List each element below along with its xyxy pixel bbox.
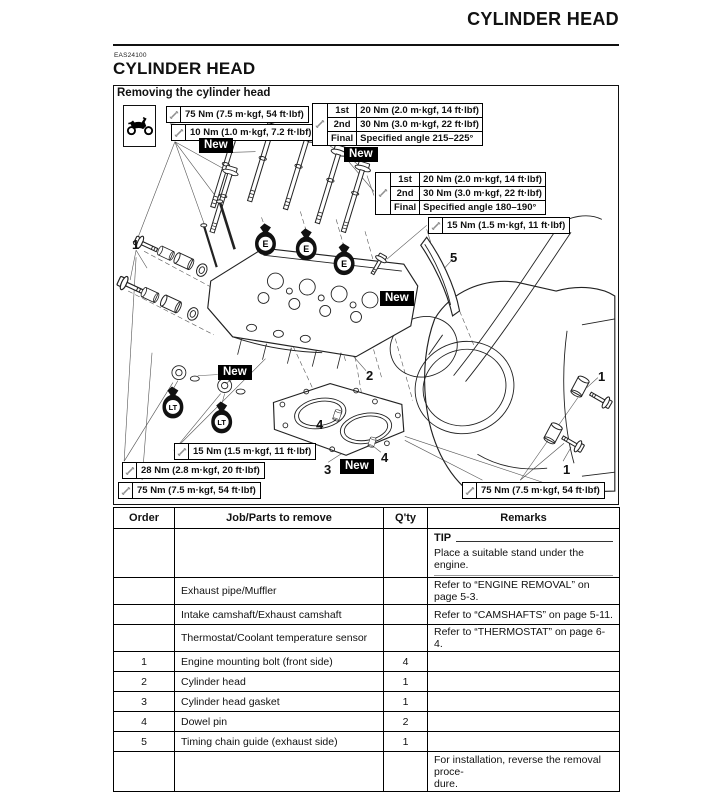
job-cell: Timing chain guide (exhaust side): [175, 732, 384, 752]
col-header-qty: Q'ty: [384, 508, 428, 529]
cylinder-block-art: [382, 216, 614, 495]
new-part-label: New: [380, 291, 414, 306]
tip-label: TIP: [434, 532, 452, 544]
order-cell: [114, 605, 175, 625]
table-row: [114, 578, 620, 605]
part-marker-5: 5: [450, 250, 458, 265]
torque-sequence-table-2: [375, 172, 546, 215]
order-cell: 4: [114, 712, 175, 732]
torque-step: Final: [328, 132, 357, 146]
order-cell: [114, 625, 175, 652]
svg-text:LT: LT: [217, 417, 226, 427]
job-cell: Cylinder head: [175, 672, 384, 692]
parts-table: [113, 507, 620, 792]
torque-value: 20 Nm (2.0 m·kgf, 14 ft·lbf): [420, 173, 546, 187]
header-rule: [113, 44, 619, 46]
qty-cell: [384, 578, 428, 605]
torque-sequence-table-1: [312, 103, 483, 146]
table-row: [114, 605, 620, 625]
torque-wrench-icon: [313, 104, 328, 146]
qty-cell: 1: [384, 672, 428, 692]
table-header-row: [114, 508, 620, 529]
job-cell: Engine mounting bolt (front side): [175, 652, 384, 672]
torque-wrench-icon: [463, 483, 477, 498]
new-part-label: New: [218, 365, 252, 380]
col-header-job: Job/Parts to remove: [175, 508, 384, 529]
qty-cell: 1: [384, 732, 428, 752]
svg-text:E: E: [341, 259, 348, 270]
qty-cell: 1: [384, 692, 428, 712]
torque-callout-right-15: [428, 217, 570, 234]
torque-value: Specified angle 180–190°: [420, 201, 546, 215]
torque-value: 15 Nm (1.5 m·kgf, 11 ft·lbf): [447, 220, 566, 231]
job-cell: Exhaust pipe/Muffler: [175, 578, 384, 605]
footer-remarks-cell: For installation, reverse the removal proce- dure.: [428, 752, 620, 792]
torque-callout-top-10: [171, 124, 316, 141]
part-marker-4: 4: [381, 450, 389, 465]
new-part-label: New: [340, 459, 374, 474]
empty-cell: [384, 752, 428, 792]
remarks-cell: Refer to “ENGINE REMOVAL” on page 5-3.: [428, 578, 620, 605]
torque-value: 75 Nm (7.5 m·kgf, 54 ft·lbf): [481, 485, 600, 496]
torque-callout-left-15: [174, 443, 316, 460]
qty-cell: [384, 625, 428, 652]
torque-callout-right-75: [462, 482, 605, 499]
section-code: EAS24100: [114, 52, 147, 59]
engine-mount-parts-left-art: [116, 234, 209, 322]
torque-callout-left-75: [118, 482, 261, 499]
svg-text:LT: LT: [168, 402, 178, 412]
remarks-cell: Refer to “THERMOSTAT” on page 6-4.: [428, 625, 620, 652]
table-row: [114, 712, 620, 732]
remarks-cell: [428, 712, 620, 732]
torque-wrench-icon: [175, 444, 189, 459]
motorcycle-icon: [126, 115, 154, 137]
remarks-cell: [428, 652, 620, 672]
torque-wrench-icon: [172, 125, 186, 140]
cylinder-head-art: [208, 248, 418, 368]
tip-cell: [428, 529, 620, 578]
part-marker-1: 1: [563, 462, 571, 477]
tip-text: Place a suitable stand under the engine.: [434, 547, 585, 571]
part-marker-4: 4: [316, 417, 324, 432]
torque-wrench-icon: [429, 218, 443, 233]
torque-step: 2nd: [328, 118, 357, 132]
part-marker-2: 2: [366, 368, 374, 383]
job-cell: Thermostat/Coolant temperature sensor: [175, 625, 384, 652]
qty-cell: 2: [384, 712, 428, 732]
table-row: [114, 625, 620, 652]
torque-step: Final: [391, 201, 420, 215]
new-part-label: New: [344, 147, 378, 162]
remarks-cell: [428, 672, 620, 692]
empty-cell: [175, 752, 384, 792]
part-marker-1: 1: [598, 369, 606, 384]
job-cell: Cylinder head gasket: [175, 692, 384, 712]
remarks-cell: [428, 732, 620, 752]
torque-wrench-icon: [123, 463, 137, 478]
new-part-label: New: [199, 138, 233, 153]
empty-cell: [114, 752, 175, 792]
torque-value: 75 Nm (7.5 m·kgf, 54 ft·lbf): [137, 485, 256, 496]
torque-value: 28 Nm (2.8 m·kgf, 20 ft·lbf): [141, 465, 260, 476]
table-footer-row: [114, 752, 620, 792]
order-cell: 1: [114, 652, 175, 672]
torque-callout-left-28: [122, 462, 265, 479]
svg-text:E: E: [303, 244, 310, 255]
svg-text:E: E: [262, 239, 269, 250]
order-cell: 3: [114, 692, 175, 712]
torque-step: 2nd: [391, 187, 420, 201]
torque-wrench-icon: [376, 173, 391, 215]
torque-value: Specified angle 215–225°: [357, 132, 483, 146]
torque-value: 15 Nm (1.5 m·kgf, 11 ft·lbf): [193, 446, 312, 457]
torque-value: 30 Nm (3.0 m·kgf, 22 ft·lbf): [420, 187, 546, 201]
torque-step: 1st: [391, 173, 420, 187]
empty-cell: [384, 529, 428, 578]
tip-row: [114, 529, 620, 578]
page-header-title: CYLINDER HEAD: [467, 9, 619, 29]
tip-separator: [434, 575, 613, 576]
torque-step: 1st: [328, 104, 357, 118]
job-cell: Intake camshaft/Exhaust camshaft: [175, 605, 384, 625]
exploded-diagram-panel: [113, 85, 619, 505]
order-cell: 5: [114, 732, 175, 752]
job-cell: Dowel pin: [175, 712, 384, 732]
table-row: [114, 672, 620, 692]
remarks-cell: [428, 692, 620, 712]
empty-cell: [114, 529, 175, 578]
order-cell: 2: [114, 672, 175, 692]
torque-value: 10 Nm (1.0 m·kgf, 7.2 ft·lbf): [190, 127, 312, 138]
table-row: [114, 652, 620, 672]
order-cell: [114, 578, 175, 605]
section-title: CYLINDER HEAD: [113, 59, 256, 78]
loctite-icon: [162, 387, 232, 434]
part-marker-1: 1: [132, 237, 140, 252]
empty-cell: [175, 529, 384, 578]
table-row: [114, 732, 620, 752]
torque-wrench-icon: [167, 107, 181, 122]
col-header-remarks: Remarks: [428, 508, 620, 529]
diagram-subtitle: Removing the cylinder head: [117, 87, 271, 99]
torque-value: 30 Nm (3.0 m·kgf, 22 ft·lbf): [357, 118, 483, 132]
col-header-order: Order: [114, 508, 175, 529]
torque-wrench-icon: [119, 483, 133, 498]
torque-value: 20 Nm (2.0 m·kgf, 14 ft·lbf): [357, 104, 483, 118]
part-marker-3: 3: [324, 462, 332, 477]
table-row: [114, 692, 620, 712]
model-icon-box: [123, 105, 156, 147]
torque-callout-top-75: [166, 106, 309, 123]
qty-cell: 4: [384, 652, 428, 672]
torque-value: 75 Nm (7.5 m·kgf, 54 ft·lbf): [185, 109, 304, 120]
qty-cell: [384, 605, 428, 625]
remarks-cell: Refer to “CAMSHAFTS” on page 5-11.: [428, 605, 620, 625]
tip-underline: [456, 541, 613, 542]
